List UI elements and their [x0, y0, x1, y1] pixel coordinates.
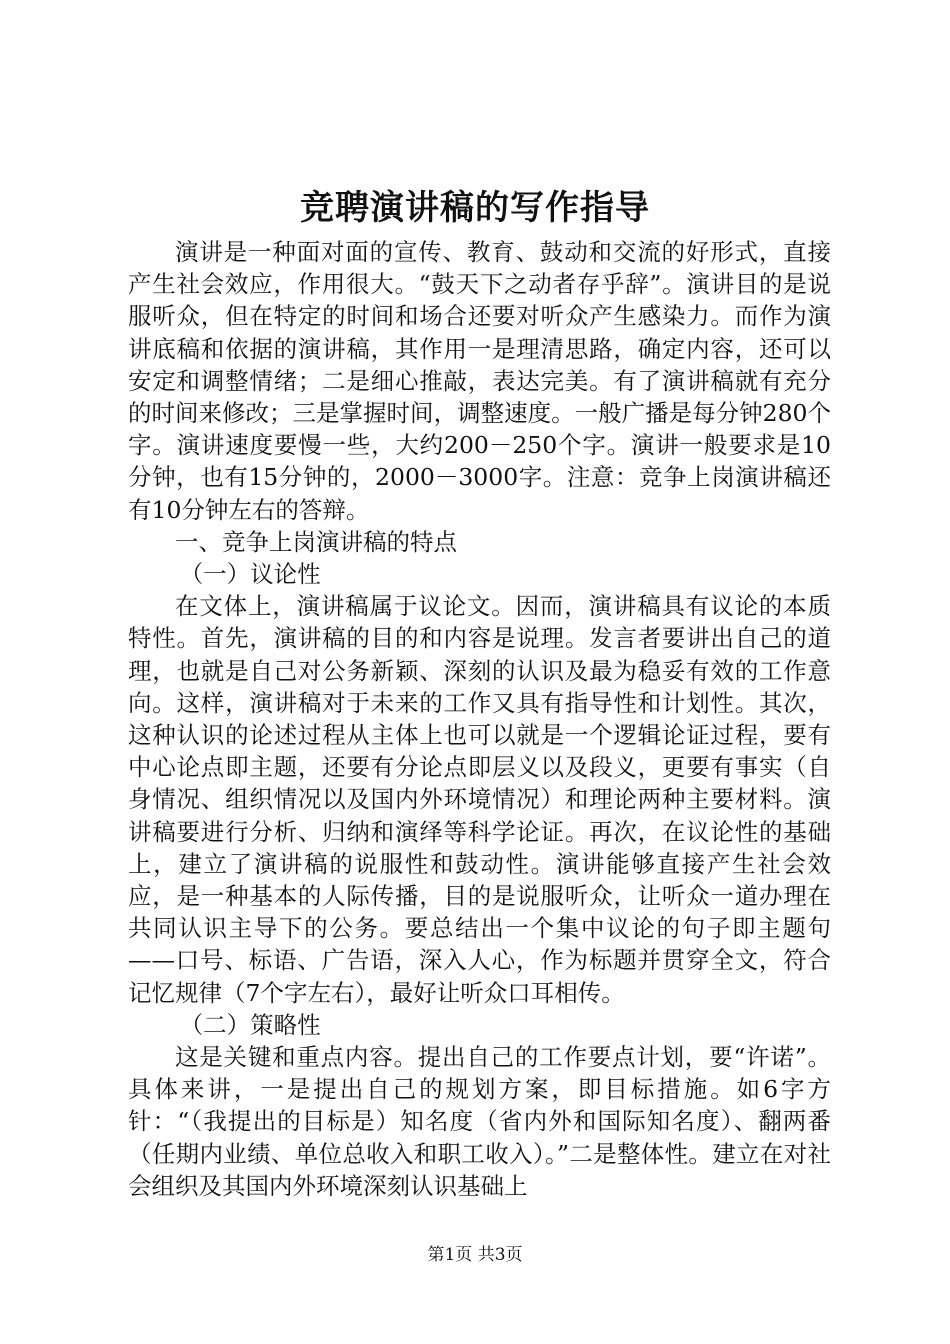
- section-heading-features: 一、竞争上岗演讲稿的特点: [175, 527, 457, 556]
- page-number-footer: 第1页 共3页: [427, 1245, 523, 1265]
- document-title: 竞聘演讲稿的写作指导: [300, 188, 650, 228]
- paragraph-argumentative: 在文体上，演讲稿属于议论文。因而，演讲稿具有议论的本质特性。首先，演讲稿的目的和内容是说理。发言者要讲出自己的道理，也就是自己对公务新颖、深刻的认识及最为稳妥有效的工作意向。这样，演讲稿对于未来的工作又具有指导性和计划性。其次，这种认识的论述过程从主体上也可以就是一个逻辑论证过程，要有中心论点即主题，还要有分论点即层义以及段义，更要有事实（自身情况、组织情况以及国内外环境情况）和理论两种主要材料。演讲稿要进行分析、归纳和演绎等科学论证。再次，在议论性的基础上，建立了演讲稿的说服性和鼓动性。演讲能够直接产生社会效应，是一种基本的人际传播，目的是说服听众，让听众一道办理在共同认识主导下的公务。要总结出一个集中议论的句子即主题句——口号、标语、广告语，深入人心，作为标题并贯穿全文，符合记忆规律（7个字左右），最好让听众口耳相传。: [128, 592, 831, 1007]
- paragraph-strategic: 这是关键和重点内容。提出自己的工作要点计划，要“许诺”。具体来讲，一是提出自己的规划方案，即目标措施。如6字方针：“（我提出的目标是）知名度（省内外和国际知名度）、翻两番（任期内业绩、单位总收入和职工收入）。”二是整体性。建立在对社会组织及其国内外环境深刻认识基础上: [128, 1043, 831, 1200]
- subheading-strategic: （二）策略性: [179, 1010, 321, 1039]
- subheading-argumentative: （一）议论性: [179, 560, 321, 589]
- document-body: [128, 236, 831, 1202]
- intro-paragraph: 演讲是一种面对面的宣传、教育、鼓动和交流的好形式，直接产生社会效应，作用很大。“鼓天下之动者存乎辞”。演讲目的是说服听众，但在特定的时间和场合还要对听众产生感染力。而作为演讲底稿和依据的演讲稿，其作用一是理清思路，确定内容，还可以安定和调整情绪；二是细心推敲，表达完美。有了演讲稿就有充分的时间来修改；三是掌握时间，调整速度。一般广播是每分钟280个字。演讲速度要慢一些，大约200－250个字。演讲一般要求是10分钟，也有15分钟的，2000－3000字。注意：竞争上岗演讲稿还有10分钟左右的答辩。: [128, 238, 831, 524]
